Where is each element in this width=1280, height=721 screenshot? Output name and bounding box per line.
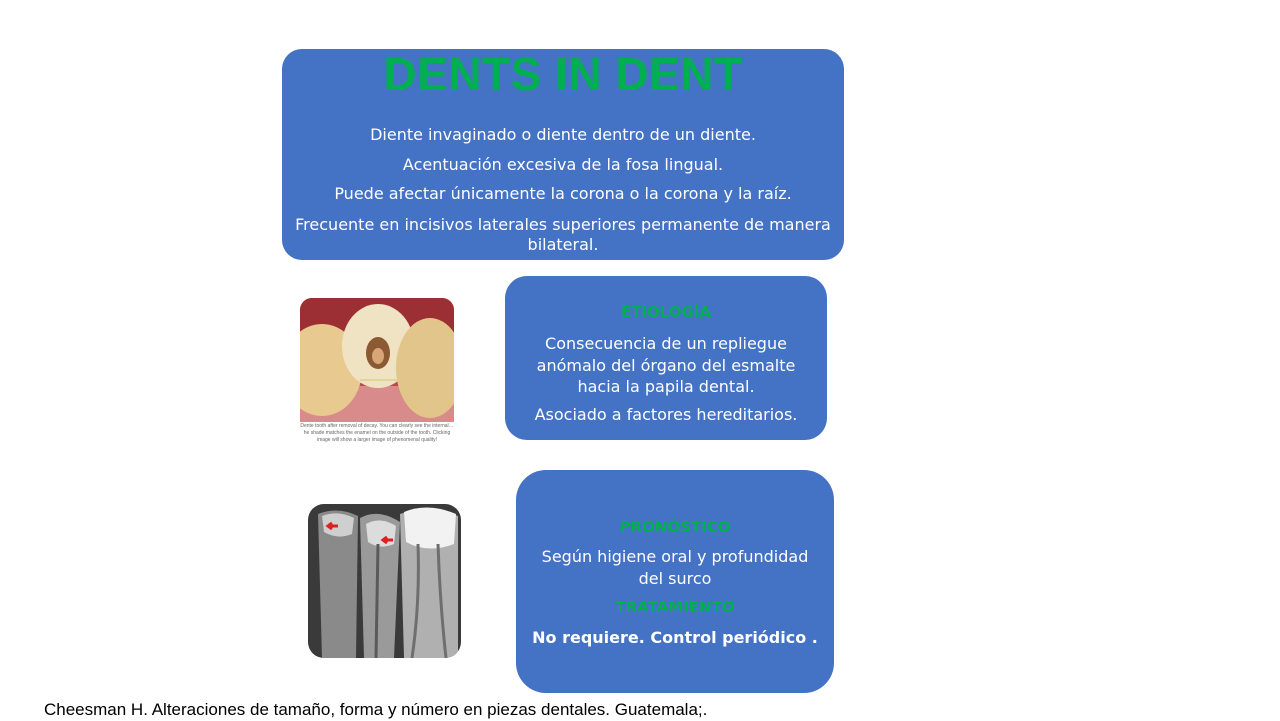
etiology-line-2: anómalo del órgano del esmalte bbox=[536, 356, 796, 375]
dens-in-dente-photo bbox=[300, 298, 454, 422]
treatment-text: No requiere. Control periódico . bbox=[532, 628, 818, 647]
photo-caption: Dente tooth after removal of decay. You can clearly see the internal… he shade matches the enamel on the outside of the tooth. Clicking image will show a larger image of phenomenal quality! bbox=[300, 423, 454, 443]
etiology-heading: ETIOLOGÍA bbox=[620, 303, 712, 321]
dental-xray-image bbox=[308, 504, 461, 658]
definition-line-1: Diente invaginado o diente dentro de un diente. bbox=[370, 125, 756, 144]
prognosis-heading: PRONÓSTICO bbox=[619, 518, 731, 536]
treatment-heading: TRATAMIENTO bbox=[615, 598, 735, 616]
etiology-line-3: hacia la papila dental. bbox=[577, 377, 755, 396]
reference-citation: Cheesman H. Alteraciones de tamaño, forma y número en piezas dentales. Guatemala;. bbox=[44, 700, 708, 719]
tooth-photo-image bbox=[300, 298, 454, 422]
definition-line-4: Frecuente en incisivos laterales superiores permanente de manera bbox=[295, 215, 831, 234]
xray-image bbox=[308, 504, 461, 658]
prognosis-line-2: del surco bbox=[638, 569, 712, 588]
etiology-box bbox=[505, 276, 827, 440]
definition-line-5: bilateral. bbox=[527, 235, 599, 254]
definition-box bbox=[282, 49, 844, 260]
prognosis-line-1: Según higiene oral y profundidad bbox=[541, 547, 809, 566]
etiology-line-4: Asociado a factores hereditarios. bbox=[534, 405, 798, 424]
prognosis-box bbox=[516, 470, 834, 693]
etiology-line-1: Consecuencia de un repliegue bbox=[545, 334, 787, 353]
definition-line-3: Puede afectar únicamente la corona o la corona y la raíz. bbox=[334, 184, 792, 203]
slide-title: DENTS IN DENT bbox=[383, 48, 743, 100]
definition-line-2: Acentuación excesiva de la fosa lingual. bbox=[402, 155, 724, 174]
